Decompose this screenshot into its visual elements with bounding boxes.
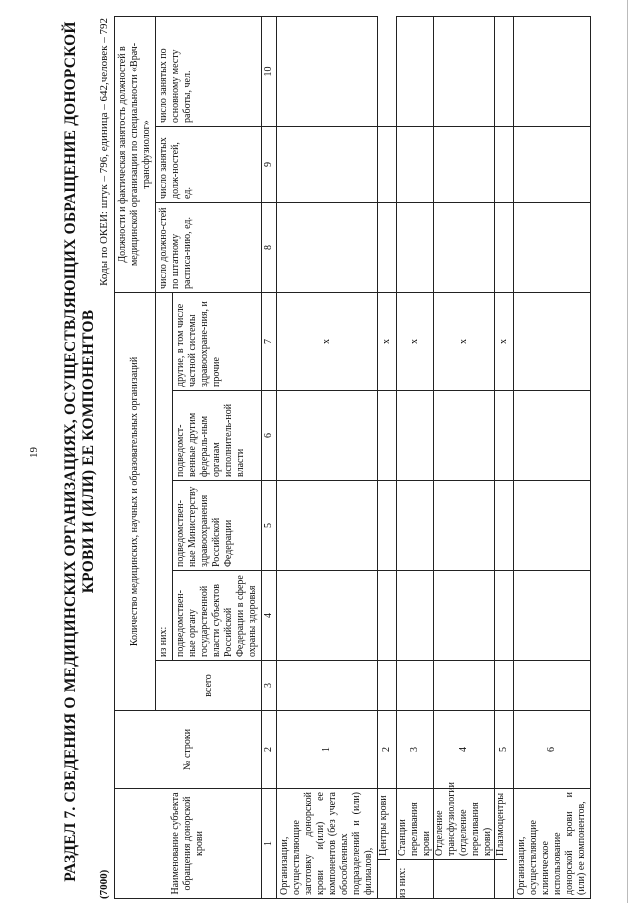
cell <box>495 481 514 571</box>
cell <box>495 661 514 711</box>
table-row <box>514 16 591 898</box>
cell <box>434 16 495 126</box>
header-col5: подведомствен-ные Министерству здравоохранения Российской Федерации <box>173 481 262 571</box>
header-col8: число должно-стей по штатному расписа-нию, ед. <box>156 202 262 292</box>
col-number: 1 <box>262 789 277 899</box>
header-total: всего <box>156 661 262 711</box>
row-number: 1 <box>277 711 378 789</box>
name-wrap <box>397 789 433 898</box>
header-of-which: из них: <box>156 292 173 660</box>
cell <box>495 126 514 202</box>
col-number: 3 <box>262 661 277 711</box>
cell <box>397 481 434 571</box>
cell <box>495 16 514 126</box>
cell-x: х <box>378 292 397 390</box>
row-number: 6 <box>514 711 591 789</box>
cell <box>397 16 434 126</box>
cell <box>495 391 514 481</box>
col-number: 10 <box>262 16 277 126</box>
row-number: 4 <box>434 711 495 789</box>
okei-codes: Коды по ОКЕИ: штук – 796, единица – 642,человек – 792 <box>98 18 110 286</box>
row-number: 5 <box>495 711 514 789</box>
cell <box>378 481 397 571</box>
of-which-label: из них: <box>397 867 408 898</box>
col-number: 2 <box>262 711 277 789</box>
header-name: Наименование субъекта обращения донорской крови <box>115 789 262 899</box>
col-number: 7 <box>262 292 277 390</box>
cell <box>514 16 591 126</box>
cell <box>277 202 378 292</box>
cell <box>378 661 397 711</box>
row-name-text: Центры крови <box>378 789 390 860</box>
row-name <box>495 789 514 899</box>
cell <box>277 16 378 126</box>
cell <box>277 661 378 711</box>
header-col7: другие, в том числе частной системы здравоохране-ния, и прочие <box>173 292 262 390</box>
row-name <box>397 789 434 899</box>
row-name-text: Отделение трансфузиологии (отделение переливания крови) <box>434 782 494 860</box>
cell-x: х <box>277 292 378 390</box>
row-name-text: Плазмоцентры <box>495 789 507 860</box>
header-count-group: Количество медицинских, научных и образовательных организаций <box>115 292 156 710</box>
col-number: 9 <box>262 126 277 202</box>
cell <box>514 202 591 292</box>
cell <box>378 126 397 202</box>
page-number: 19 <box>28 447 40 458</box>
row-name: Организации, осуществляющие клиническое использование донорской крови и (или) ее компонентов, <box>514 789 591 899</box>
form-table <box>114 16 591 899</box>
cell <box>495 571 514 661</box>
cell <box>378 391 397 481</box>
table-row <box>495 16 514 898</box>
of-which-label <box>378 860 390 898</box>
row-name-text: Станции переливания крови <box>397 789 433 860</box>
header-col10: число занятых по основному месту работы, чел. <box>156 16 262 126</box>
cell <box>495 202 514 292</box>
table-row <box>397 16 434 898</box>
cell <box>514 571 591 661</box>
col-number: 6 <box>262 391 277 481</box>
cell <box>397 571 434 661</box>
cell <box>434 571 495 661</box>
cell-x <box>514 292 591 390</box>
cell <box>514 126 591 202</box>
header-col9: число занятых долж-ностей, ед. <box>156 126 262 202</box>
name-wrap <box>495 789 507 898</box>
cell <box>378 571 397 661</box>
row-number: 2 <box>378 711 397 789</box>
cell <box>277 571 378 661</box>
col-number: 8 <box>262 202 277 292</box>
cell <box>434 661 495 711</box>
table-row <box>378 16 397 898</box>
cell <box>434 481 495 571</box>
of-which-label <box>434 860 494 898</box>
row-name <box>378 789 397 899</box>
cell <box>277 126 378 202</box>
header-positions-group: Должности и фактическая занятость должностей в медицинской организации по специальности «Врач-трансфузиолог» <box>115 16 156 292</box>
table-row <box>434 16 495 898</box>
row-name: Организации, осуществляющие заготовку донорской крови и(или) ее компонентов (без учета обособленных подразделений и (или) филиалов), <box>277 789 378 899</box>
row-number: 3 <box>397 711 434 789</box>
cell <box>514 481 591 571</box>
cell-x: х <box>397 292 434 390</box>
header-col6: подведомст-венные другим федераль-ным органам исполнитель-ной власти <box>173 391 262 481</box>
cell <box>514 391 591 481</box>
row-name <box>434 781 495 899</box>
cell <box>434 202 495 292</box>
cell <box>434 391 495 481</box>
col-number: 4 <box>262 571 277 661</box>
of-which-label <box>495 860 507 898</box>
cell <box>277 391 378 481</box>
section-code: (7000) <box>98 869 110 899</box>
header-col4: подведомствен-ные органу государственной власти субъектов Российской Федерации в сфере охраны здоровья <box>173 571 262 661</box>
cell <box>434 126 495 202</box>
header-row-no: № строки <box>115 711 262 789</box>
cell <box>397 202 434 292</box>
cell <box>514 661 591 711</box>
cell <box>277 481 378 571</box>
name-wrap <box>378 789 390 898</box>
cell-x: х <box>434 292 495 390</box>
cell <box>397 391 434 481</box>
cell <box>397 661 434 711</box>
section-title: РАЗДЕЛ 7. СВЕДЕНИЯ О МЕДИЦИНСКИХ ОРГАНИЗАЦИЯХ, ОСУЩЕСТВЛЯЮЩИХ ОБРАЩЕНИЕ ДОНОРСКОЙ КРОВИ И (ИЛИ) ЕЕ КОМПОНЕНТОВ <box>62 21 97 882</box>
col-number: 5 <box>262 481 277 571</box>
name-wrap <box>434 781 494 898</box>
cell-x: х <box>495 292 514 390</box>
cell <box>378 202 397 292</box>
cell <box>397 126 434 202</box>
